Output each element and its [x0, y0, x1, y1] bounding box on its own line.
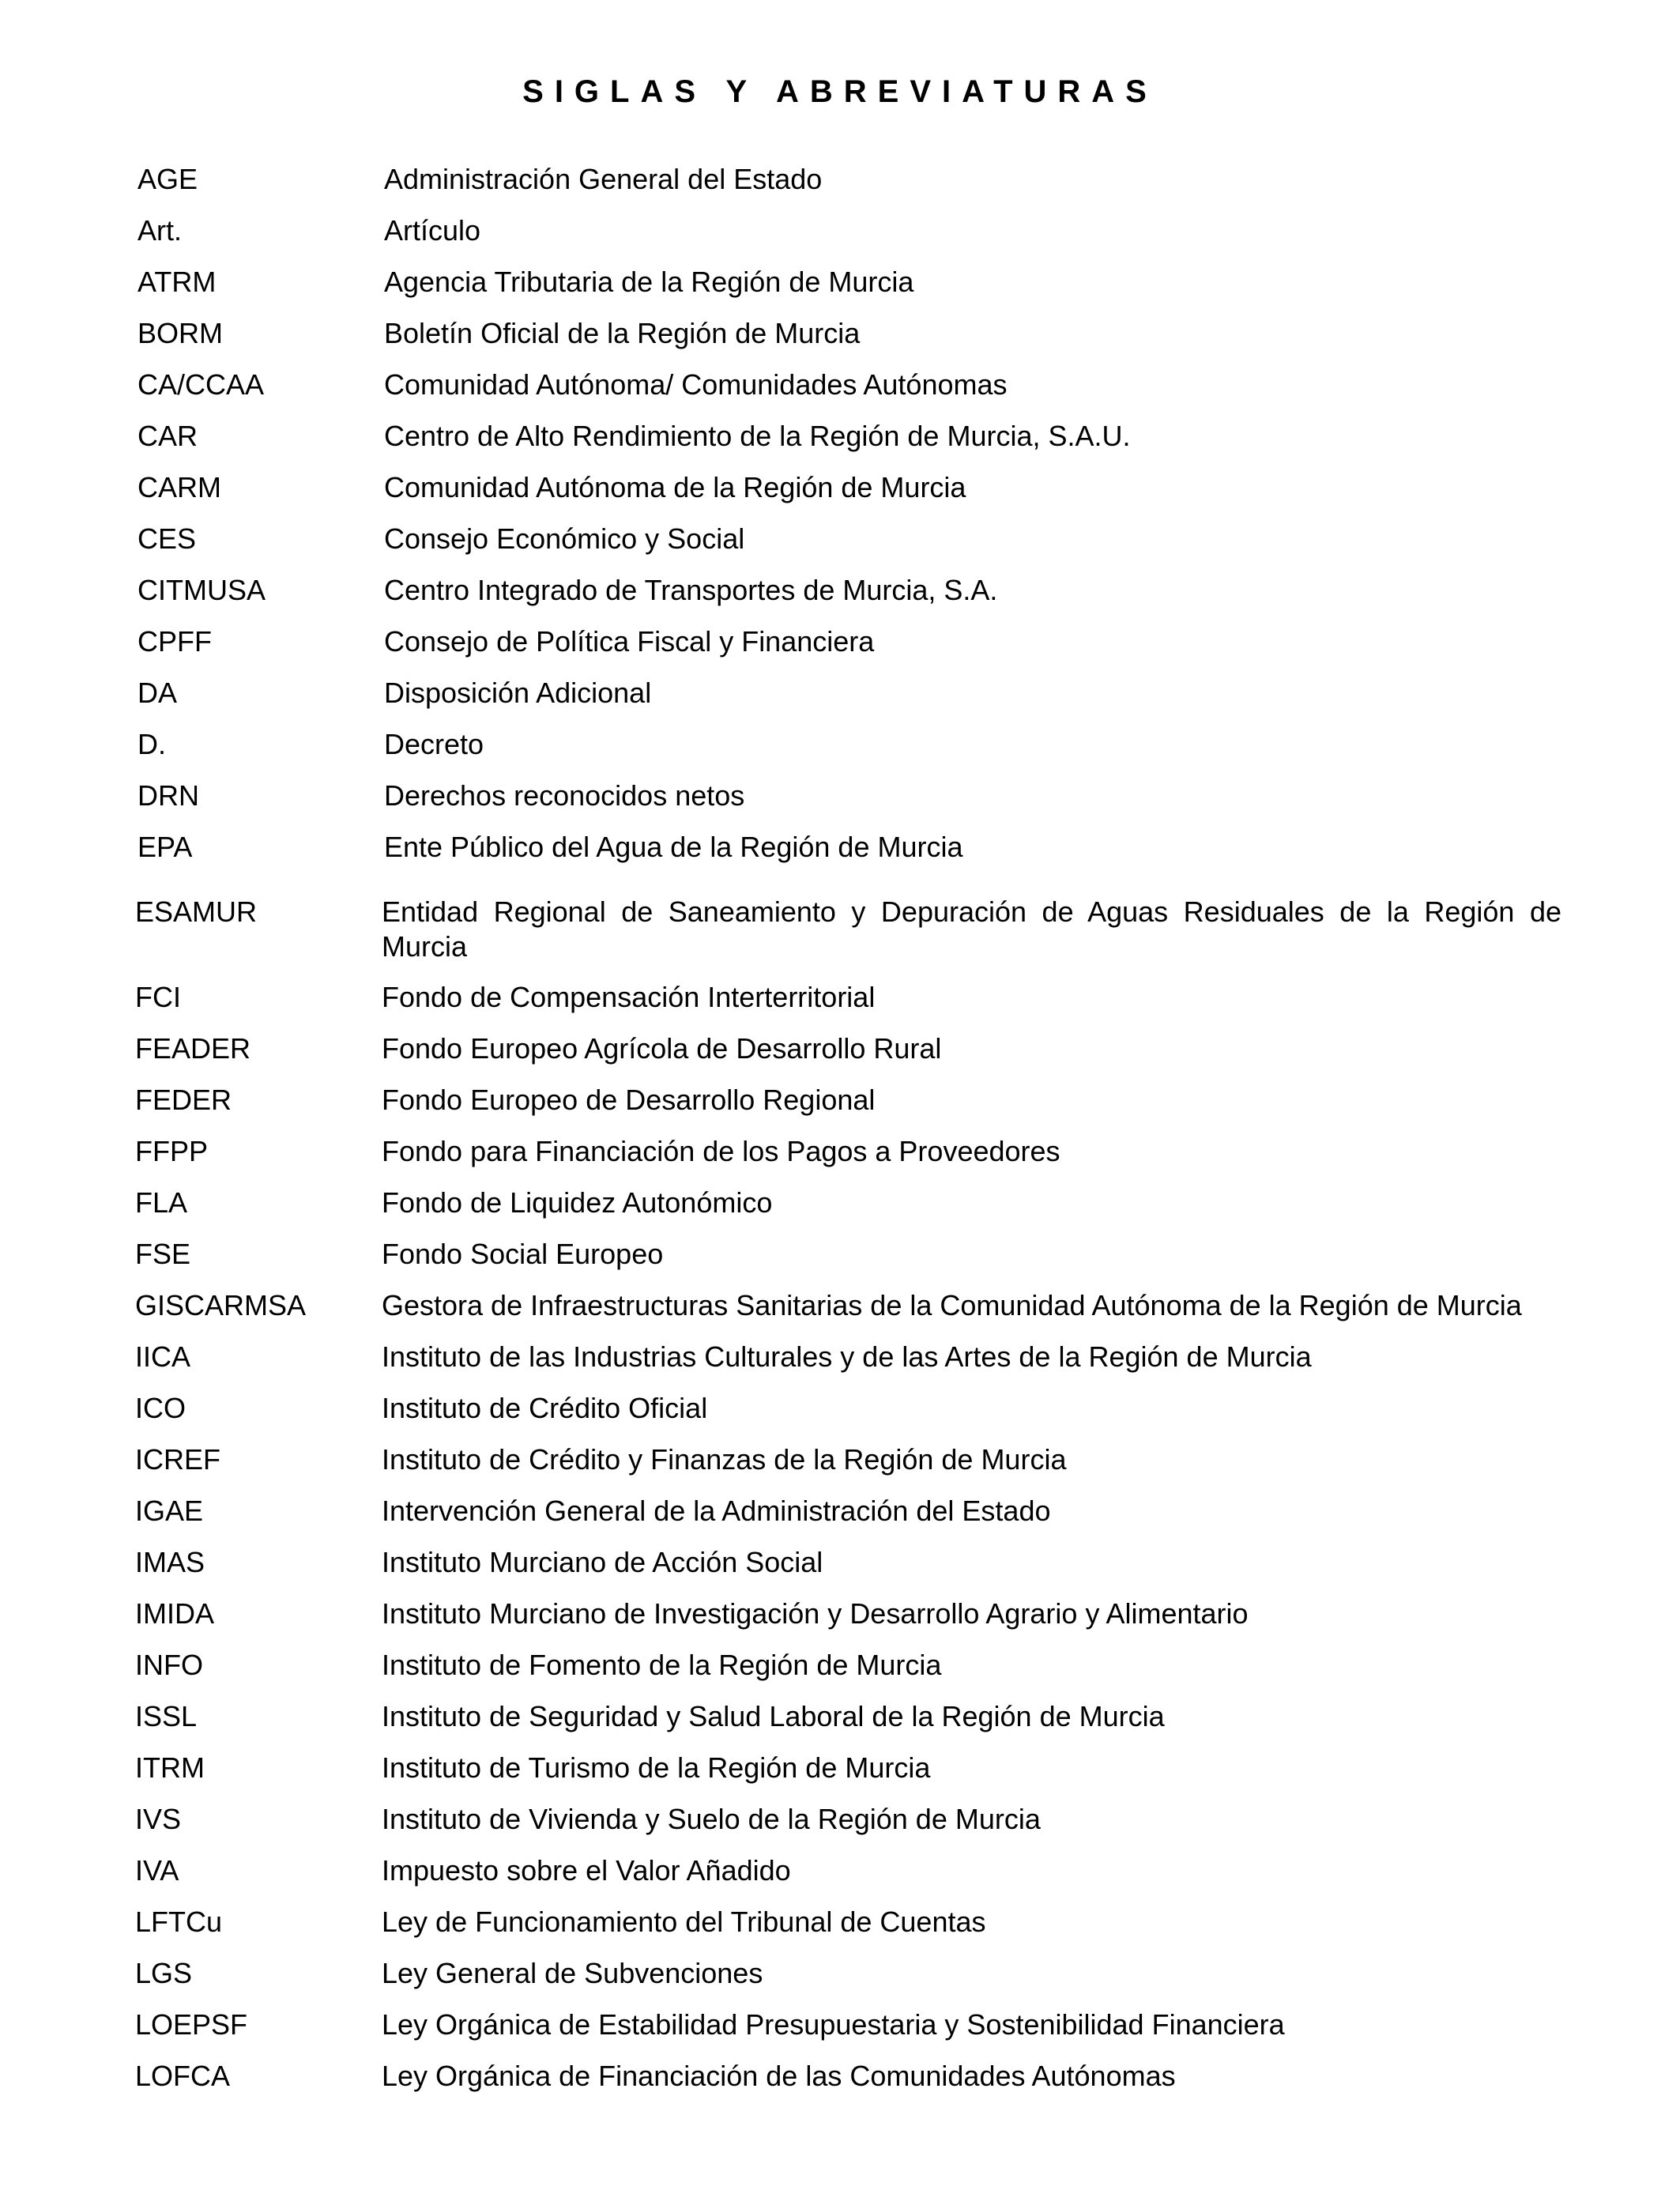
definition: Instituto Murciano de Acción Social — [382, 1546, 823, 1578]
abbreviation: GISCARMSA — [135, 1289, 307, 1321]
abbreviation: EPA — [137, 831, 193, 863]
definition: Comunidad Autónoma de la Región de Murcia — [384, 471, 966, 503]
abbreviation: BORM — [137, 317, 223, 349]
abbreviation: D. — [137, 728, 166, 760]
definition: Centro de Alto Rendimiento de la Región de Murcia, S.A.U. — [384, 420, 1131, 452]
definition: Decreto — [384, 728, 484, 760]
abbreviation: INFO — [135, 1649, 203, 1681]
definition: Gestora de Infraestructuras Sanitarias de la Comunidad Autónoma de la Región de Murcia — [382, 1289, 1522, 1321]
definition: Ley Orgánica de Estabilidad Presupuestaria y Sostenibilidad Financiera — [382, 2008, 1285, 2041]
definition: Comunidad Autónoma/ Comunidades Autónomas — [384, 368, 1008, 401]
definition: Instituto de Vivienda y Suelo de la Región de Murcia — [382, 1803, 1041, 1835]
abbreviation: CES — [137, 522, 197, 555]
definition: Instituto de Crédito y Finanzas de la Región de Murcia — [382, 1443, 1067, 1476]
abbreviation: IMAS — [135, 1546, 205, 1578]
abbreviation: IMIDA — [135, 1597, 215, 1630]
abbreviation: DRN — [137, 779, 199, 812]
definition: Impuesto sobre el Valor Añadido — [382, 1854, 791, 1887]
definition: Fondo Europeo de Desarrollo Regional — [382, 1084, 876, 1116]
abbreviation: ATRM — [137, 266, 217, 298]
definition: Boletín Oficial de la Región de Murcia — [384, 317, 861, 349]
abbreviation: IGAE — [135, 1495, 204, 1527]
abbreviation: Art. — [137, 214, 183, 247]
definition: Consejo de Política Fiscal y Financiera — [384, 625, 875, 658]
abbreviation: AGE — [137, 163, 198, 195]
definition: Fondo de Compensación Interterritorial — [382, 981, 876, 1013]
definition: Instituto de Crédito Oficial — [382, 1392, 708, 1424]
abbreviation: FEADER — [135, 1032, 251, 1065]
abbreviation: ICO — [135, 1392, 186, 1424]
definition: Centro Integrado de Transportes de Murcia, S.A. — [384, 574, 998, 606]
abbreviation: IVS — [135, 1803, 182, 1835]
definition: Instituto de Seguridad y Salud Laboral de la Región de Murcia — [382, 1700, 1165, 1732]
definition: Artículo — [384, 214, 481, 247]
abbreviation: ESAMUR — [135, 895, 258, 928]
definition: Disposición Adicional — [384, 677, 652, 709]
abbreviation: FCI — [135, 981, 181, 1013]
abbreviation: FFPP — [135, 1135, 209, 1167]
definition: Fondo de Liquidez Autonómico — [382, 1186, 773, 1219]
abbreviation: IICA — [135, 1340, 191, 1373]
abbreviation: IVA — [135, 1854, 179, 1887]
definition: Ley General de Subvenciones — [382, 1957, 763, 1989]
definition: Fondo Social Europeo — [382, 1238, 664, 1270]
definition: Ley Orgánica de Financiación de las Comunidades Autónomas — [382, 2060, 1176, 2092]
definition: Fondo Europeo Agrícola de Desarrollo Rural — [382, 1032, 942, 1065]
abbreviation: FEDER — [135, 1084, 232, 1116]
definition: Instituto de las Industrias Culturales y de las Artes de la Región de Murcia — [382, 1340, 1312, 1373]
definition: Administración General del Estado — [384, 163, 823, 195]
abbreviation: CPFF — [137, 625, 212, 658]
abbreviation: LGS — [135, 1957, 193, 1989]
definition: Ente Público del Agua de la Región de Murcia — [384, 831, 963, 863]
definition: Consejo Económico y Social — [384, 522, 745, 555]
abbreviation: LOEPSF — [135, 2008, 248, 2041]
definition: Entidad Regional de Saneamiento y Depuración de Aguas Residuales de la Región de Murcia — [382, 895, 1561, 963]
page-title: SIGLAS Y ABREVIATURAS — [522, 74, 1158, 109]
definition: Ley de Funcionamiento del Tribunal de Cuentas — [382, 1906, 986, 1938]
abbreviation: CAR — [137, 420, 198, 452]
abbreviation: DA — [137, 677, 178, 709]
abbreviation: CITMUSA — [137, 574, 266, 606]
definition: Intervención General de la Administración del Estado — [382, 1495, 1051, 1527]
abbreviation: ISSL — [135, 1700, 198, 1732]
abbreviation: CARM — [137, 471, 221, 503]
definition: Instituto de Fomento de la Región de Murcia — [382, 1649, 942, 1681]
definition: Agencia Tributaria de la Región de Murcia — [384, 266, 914, 298]
definition: Derechos reconocidos netos — [384, 779, 745, 812]
abbreviation: ITRM — [135, 1751, 205, 1784]
definition: Instituto Murciano de Investigación y Desarrollo Agrario y Alimentario — [382, 1597, 1249, 1630]
abbreviation: FLA — [135, 1186, 188, 1219]
definition: Instituto de Turismo de la Región de Murcia — [382, 1751, 931, 1784]
definition: Fondo para Financiación de los Pagos a Proveedores — [382, 1135, 1060, 1167]
abbreviation: CA/CCAA — [137, 368, 265, 401]
abbreviation: ICREF — [135, 1443, 220, 1476]
abbreviation: LFTCu — [135, 1906, 223, 1938]
abbreviation: FSE — [135, 1238, 191, 1270]
abbreviation: LOFCA — [135, 2060, 231, 2092]
